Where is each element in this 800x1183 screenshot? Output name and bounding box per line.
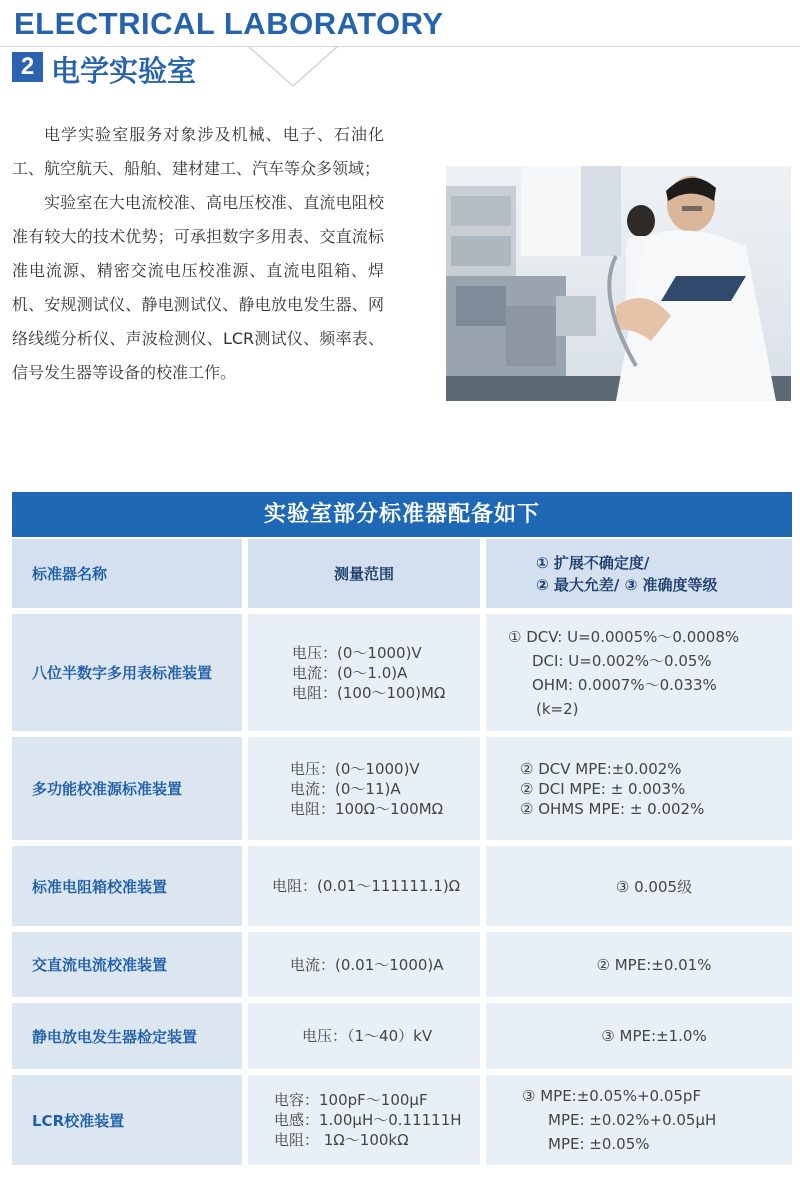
- row-range-cell: [248, 614, 480, 731]
- header-title-en: ELECTRICAL LABORATORY: [14, 6, 444, 41]
- row-spec-cell: [486, 846, 792, 926]
- spec-line: ② DCV MPE:±0.002%: [520, 759, 682, 778]
- row-range-cell: [248, 1075, 480, 1165]
- spec-line: DCI: U=0.002%～0.05%: [532, 651, 712, 670]
- row-spec-cell: [486, 1075, 792, 1165]
- header-spec-line-1: ① 扩展不确定度/: [536, 553, 650, 572]
- range-line: 电压：(0～1000)V: [290, 759, 420, 778]
- row-range-cell: [248, 932, 480, 997]
- table-title-bar: 实验室部分标准器配备如下: [12, 492, 792, 537]
- header-spec-cell: [486, 539, 792, 608]
- spec-line: (k=2): [536, 699, 579, 718]
- table-row: [12, 614, 792, 731]
- spec-line: ③ 0.005级: [615, 877, 693, 896]
- header-spec-line-2: ② 最大允差/ ③ 准确度等级: [536, 575, 718, 594]
- range-line: 电压：(0～1000)V: [292, 643, 422, 662]
- range-line: 电阻：100Ω～100MΩ: [290, 799, 444, 818]
- spec-line: MPE: ±0.05%: [548, 1135, 650, 1153]
- section-number-badge: 2: [12, 52, 43, 82]
- table-row: [12, 846, 792, 926]
- spec-line: ② DCI MPE: ± 0.003%: [520, 779, 686, 798]
- intro-paragraph-1: 电学实验室服务对象涉及机械、电子、石油化工、航空航天、船舶、建材建工、汽车等众多领域；: [12, 125, 384, 178]
- lab-photo: [446, 166, 791, 401]
- row-spec-cell: [486, 737, 792, 840]
- range-line: 电阻：(100～100)MΩ: [292, 683, 446, 702]
- row-name-cell: 交直流电流校准装置: [12, 932, 242, 997]
- range-line: 电流：(0.01～1000)A: [290, 955, 444, 974]
- row-spec-cell: [486, 614, 792, 731]
- header-notch-decoration: [248, 46, 338, 90]
- header-divider: [0, 46, 800, 47]
- row-name-cell: 八位半数字多用表标准装置: [12, 614, 242, 731]
- header-title-zh: 电学实验室: [51, 54, 197, 88]
- row-name-cell: 多功能校准源标准装置: [12, 737, 242, 840]
- header-name-cell: 标准器名称: [12, 539, 242, 608]
- spec-line: ② OHMS MPE: ± 0.002%: [520, 799, 705, 818]
- spec-line: ② MPE:±0.01%: [596, 955, 712, 974]
- spec-line: ③ MPE:±1.0%: [601, 1027, 707, 1045]
- range-line: 电阻：(0.01～111111.1)Ω: [272, 877, 461, 895]
- range-line: 电流：(0～1.0)A: [292, 663, 408, 682]
- row-range-cell: [248, 1003, 480, 1069]
- row-range-cell: [248, 737, 480, 840]
- header-range-cell: 测量范围: [248, 539, 480, 608]
- table-row: [12, 737, 792, 840]
- row-name-cell: 静电放电发生器检定装置: [12, 1003, 242, 1069]
- table-row: [12, 1075, 792, 1165]
- spec-line: ① DCV: U=0.0005%～0.0008%: [508, 627, 740, 646]
- spec-line: MPE: ±0.02%+0.05μH: [548, 1111, 717, 1129]
- range-line: 电阻： 1Ω～100kΩ: [274, 1131, 409, 1149]
- table-row: [12, 932, 792, 997]
- table-header-row: [12, 539, 792, 608]
- row-spec-cell: [486, 1003, 792, 1069]
- spec-line: OHM: 0.0007%～0.033%: [532, 675, 717, 694]
- row-name-cell: LCR校准装置: [12, 1075, 242, 1165]
- range-line: 电压：（1～40）kV: [302, 1027, 433, 1045]
- intro-text: [12, 118, 384, 390]
- row-range-cell: [248, 846, 480, 926]
- intro-paragraph-2: 实验室在大电流校准、高电压校准、直流电阻校准有较大的技术优势；可承担数字多用表、交直流标准电流源、精密交流电压校准源、直流电阻箱、焊机、安规测试仪、静电测试仪、静电放电发生器、网络线缆分析仪、声波检测仪、LCR测试仪、频率表、信号发生器等设备的校准工作。: [12, 193, 384, 382]
- spec-line: ③ MPE:±0.05%+0.05pF: [522, 1087, 702, 1105]
- table-row: [12, 1003, 792, 1069]
- row-name-cell: 标准电阻箱校准装置: [12, 846, 242, 926]
- range-line: 电感：1.00μH～0.11111H: [274, 1111, 462, 1129]
- range-line: 电流：(0～11)A: [290, 779, 401, 798]
- row-spec-cell: [486, 932, 792, 997]
- range-line: 电容：100pF～100μF: [274, 1091, 428, 1109]
